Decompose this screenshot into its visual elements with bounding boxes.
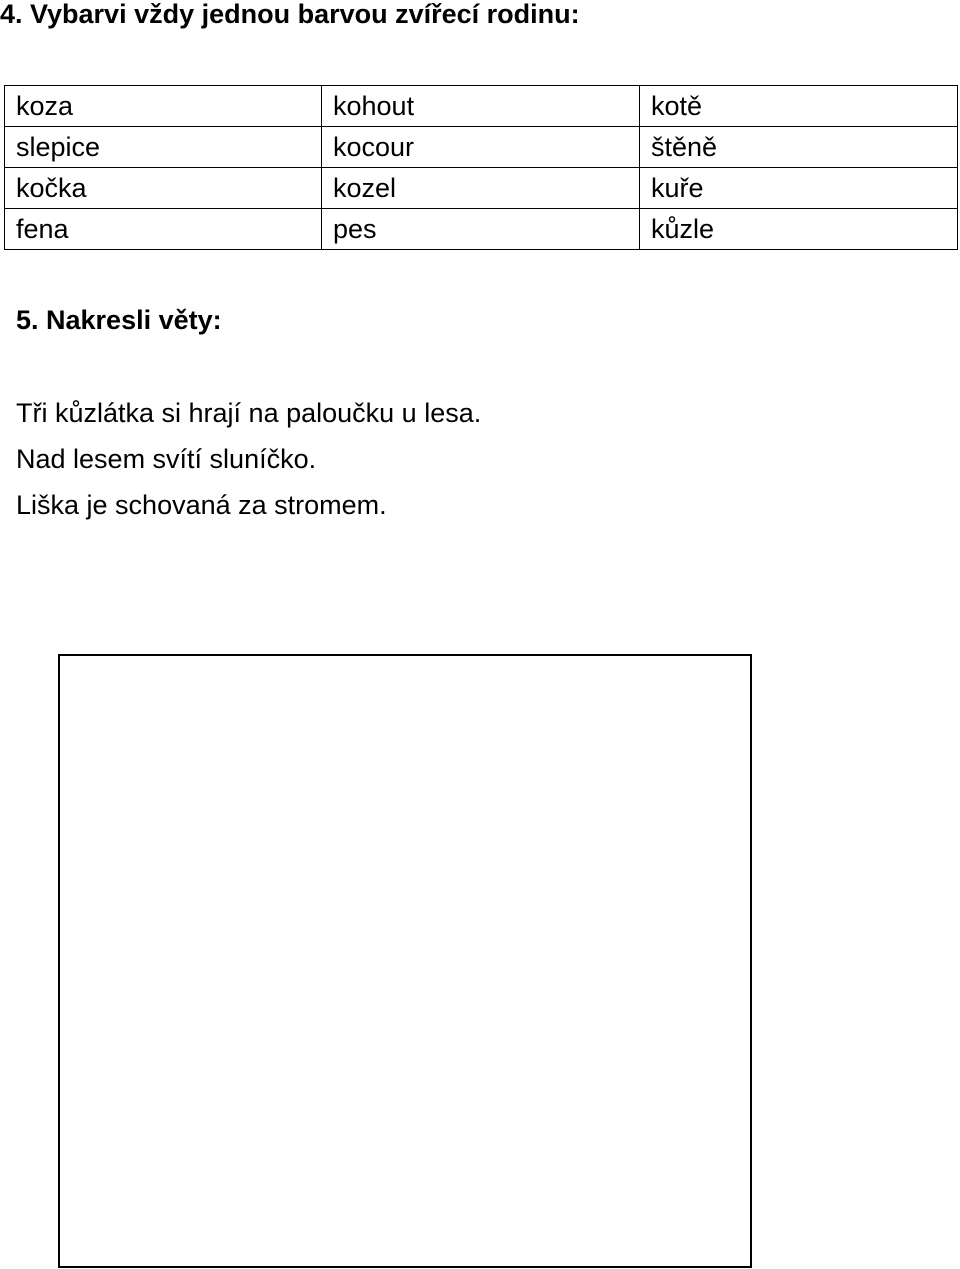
table-row xyxy=(5,168,958,209)
sentence: Nad lesem svítí sluníčko. xyxy=(16,444,317,474)
table-cell[interactable]: koza xyxy=(5,86,322,127)
table-cell[interactable]: kočka xyxy=(5,168,322,209)
table-cell[interactable]: fena xyxy=(5,209,322,250)
task4-title: 4. Vybarvi vždy jednou barvou zvířecí rodinu: xyxy=(0,0,580,29)
task5-title: 5. Nakresli věty: xyxy=(16,305,222,335)
drawing-area[interactable] xyxy=(58,654,752,1268)
table-cell[interactable]: pes xyxy=(322,209,640,250)
table-cell[interactable]: kůzle xyxy=(640,209,958,250)
table-cell[interactable]: slepice xyxy=(5,127,322,168)
table-cell[interactable]: kuře xyxy=(640,168,958,209)
table-cell[interactable]: kozel xyxy=(322,168,640,209)
sentence-list xyxy=(16,390,481,528)
table-row xyxy=(5,127,958,168)
table-cell[interactable]: štěně xyxy=(640,127,958,168)
table-row xyxy=(5,86,958,127)
table-cell[interactable]: kohout xyxy=(322,86,640,127)
table-cell[interactable]: kocour xyxy=(322,127,640,168)
table-cell[interactable]: kotě xyxy=(640,86,958,127)
sentence: Tři kůzlátka si hrají na paloučku u lesa. xyxy=(16,398,482,428)
table-row xyxy=(5,209,958,250)
sentence: Liška je schovaná za stromem. xyxy=(16,490,387,520)
animal-family-table xyxy=(4,85,958,250)
